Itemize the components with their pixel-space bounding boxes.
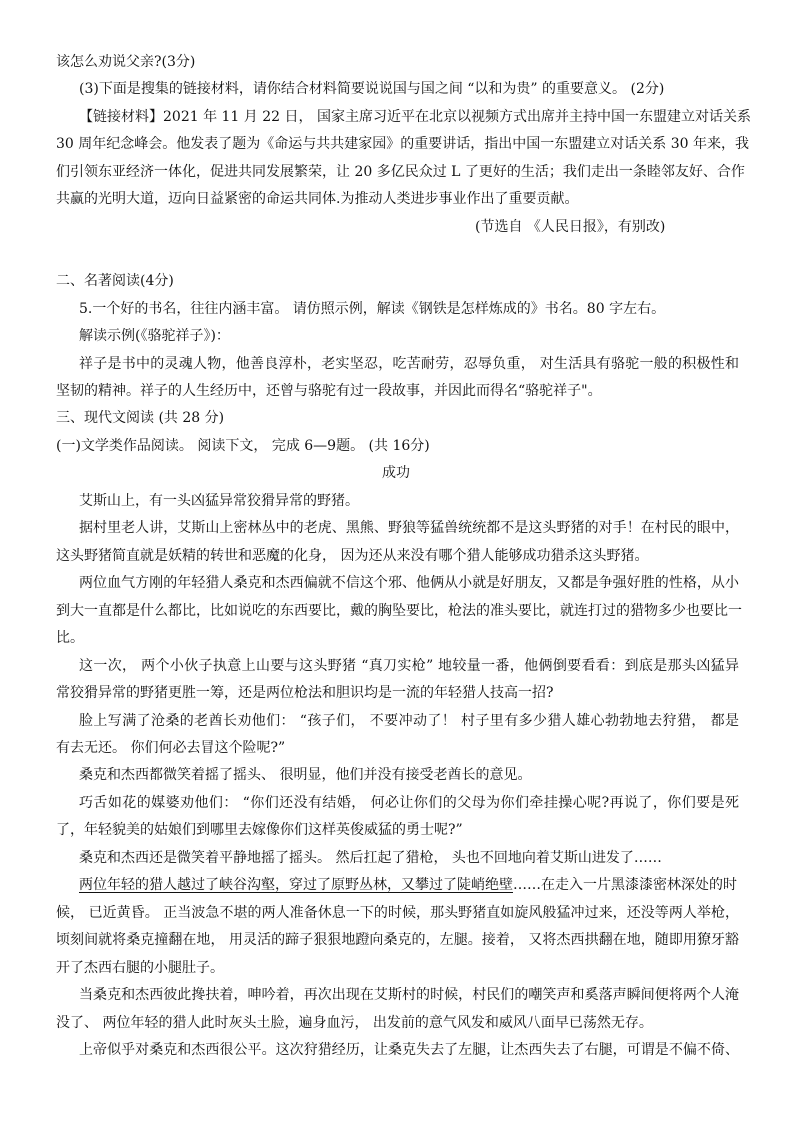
article-para-2-line-1: 据村里老人讲，艾斯山上密林丛中的老虎、黑熊、野狼等猛兽统统都不是这头野猪的对手！在村民的眼中， [79, 520, 739, 536]
article-para-9-line-1 [79, 876, 739, 894]
article-para-10-line-1: 当桑克和杰西彼此搀扶着，呻吟着，再次出现在艾斯村的时候，村民们的嘲笑声和奚落声瞬间便将两个人淹 [79, 987, 739, 1003]
link-material-line-2: 30 周年纪念峰会。他发表了题为《命运与共共建家园》的重要讲话，指出中国一东盟建立对话关系 30 年来，我 [56, 136, 749, 152]
question-3: (3)下面是搜集的链接材料，请你结合材料简要说说国与国之间 “以和为贵” 的重要意义。 (2分) [79, 81, 665, 97]
article-para-3-line-2: 到大一直都是什么都比，比如说吃的东西要比，戴的胸坠要比，枪法的准头要比，就连打过的猎物多少也要比一 [56, 603, 742, 619]
article-para-9-line-4: 开了杰西右腿的小腿肚子。 [56, 960, 224, 976]
article-para-7-line-2: 了，年轻貌美的姑娘们到哪里去嫁像你们这样英俊威猛的勇士呢?” [56, 822, 463, 838]
article-para-9-line-2: 候， 已近黄昏。 正当波急不堪的两人准备休息一下的时候，那头野猪直如旋风般猛冲过来，还没等两人举枪， [56, 905, 739, 921]
article-para-6: 桑克和杰西都微笑着摇了摇头、 很明显，他们并没有接受老酋长的意见。 [79, 767, 532, 783]
section-3-heading: 三、现代文阅读 (共 28 分) [56, 410, 225, 426]
article-para-10-line-2: 没了、 两位年轻的猎人此时灰头土脸，遍身血污， 出发前的意气风发和威风八面早已荡然无存。 [56, 1015, 653, 1031]
article-para-1: 艾斯山上，有一头凶猛异常狡猾异常的野猪。 [79, 493, 359, 509]
article-para-5-line-1: 脸上写满了沧桑的老酋长劝他们： “孩子们， 不要冲动了！ 村子里有多少猎人雄心勃勃地去狩猎， 都是 [79, 713, 739, 729]
question-continuation: 该怎么劝说父亲?(3分) [56, 54, 196, 70]
article-title: 成功 [382, 465, 410, 481]
link-material-line-4: 共赢的光明大道，迈向日益紧密的命运共同体.为推动人类进步事业作出了重要贡献。 [56, 191, 579, 207]
article-para-8: 桑克和杰西还是微笑着平静地摇了摇头。 然后扛起了猎枪， 头也不回地向着艾斯山进发了…… [79, 850, 662, 866]
article-para-5-line-2: 有去无还。 你们何必去冒这个险呢?” [56, 740, 286, 756]
article-para-3-line-1: 两位血气方刚的年轻猎人桑克和杰西偏就不信这个邪、他俩从小就是好朋友，又都是争强好胜的性格，从小 [79, 575, 739, 591]
link-material-line-3: 们引领东亚经济一体化，促进共同发展繁荣，让 20 多亿民众过 L 了更好的生活；我们走出一条睦邻友好、合作 [56, 164, 745, 180]
example-text-line-2: 坚韧的精神。祥子的人生经历中，还曾与骆驼有过一段故事，并因此而得名“骆驼祥子"。 [56, 383, 602, 399]
article-para-11-line-1: 上帝似乎对桑克和杰西很公平。这次狩猎经历，让桑克失去了左腿，让杰西失去了右腿，可谓是不偏不倚、 [79, 1042, 739, 1058]
question-5: 5.一个好的书名，往往内涵丰富。 请仿照示例，解读《钢铁是怎样炼成的》书名。80 字左右。 [79, 301, 666, 317]
article-para-7-line-1: 巧舌如花的媒婆劝他们： “你们还没有结婚， 何必让你们的父母为你们牵挂操心呢?再说了，你们要是死 [79, 795, 739, 811]
link-material-line-1: 【链接材料】2021 年 11 月 22 日， 国家主席习近平在北京以视频方式出席并主持中国一东盟建立对话关系 [79, 109, 751, 125]
source-note: (节选自 《人民日报》，有别改) [475, 219, 666, 235]
underlined-sentence: 两位年轻的猎人越过了峡谷沟壑，穿过了原野丛林，又攀过了陡峭绝壁 [79, 877, 513, 893]
article-para-4-line-1: 这一次， 两个小伙子执意上山要与这头野猪 “真刀实枪” 地较量一番，他俩倒要看看：到底是那头凶猛异 [79, 658, 739, 674]
example-text-line-1: 祥子是书中的灵魂人物，他善良淳朴，老实坚忍，吃苦耐劳，忍辱负重， 对生活具有骆驼一般的积极性和 [79, 356, 739, 372]
article-para-9-line-3: 顷刻间就将桑克撞翻在地， 用灵活的蹄子狠狠地蹬向桑克的，左腿。接着， 又将杰西拱翻在地，随即用獠牙豁 [56, 932, 739, 948]
article-para-4-line-2: 常狡猾异常的野猪更胜一筹，还是两位枪法和胆识均是一流的年轻猎人技高一招? [56, 685, 554, 701]
example-heading: 解读示例(《骆驼祥子》)： [79, 328, 230, 344]
subsection-1-heading: (一)文学类作品阅读。 阅读下文， 完成 6—9题。 (共 16分) [56, 438, 430, 454]
article-para-3-line-3: 比。 [56, 630, 84, 646]
article-para-2-line-2: 这头野猪简直就是妖精的转世和恶魔的化身， 因为还从来没有哪个猎人能够成功猎杀这头野猪。 [56, 548, 649, 564]
article-para-9-line-1-rest: ……在走入一片黑漆漆密林深处的时 [513, 877, 737, 893]
section-2-heading: 二、名著阅读(4分) [56, 273, 174, 289]
